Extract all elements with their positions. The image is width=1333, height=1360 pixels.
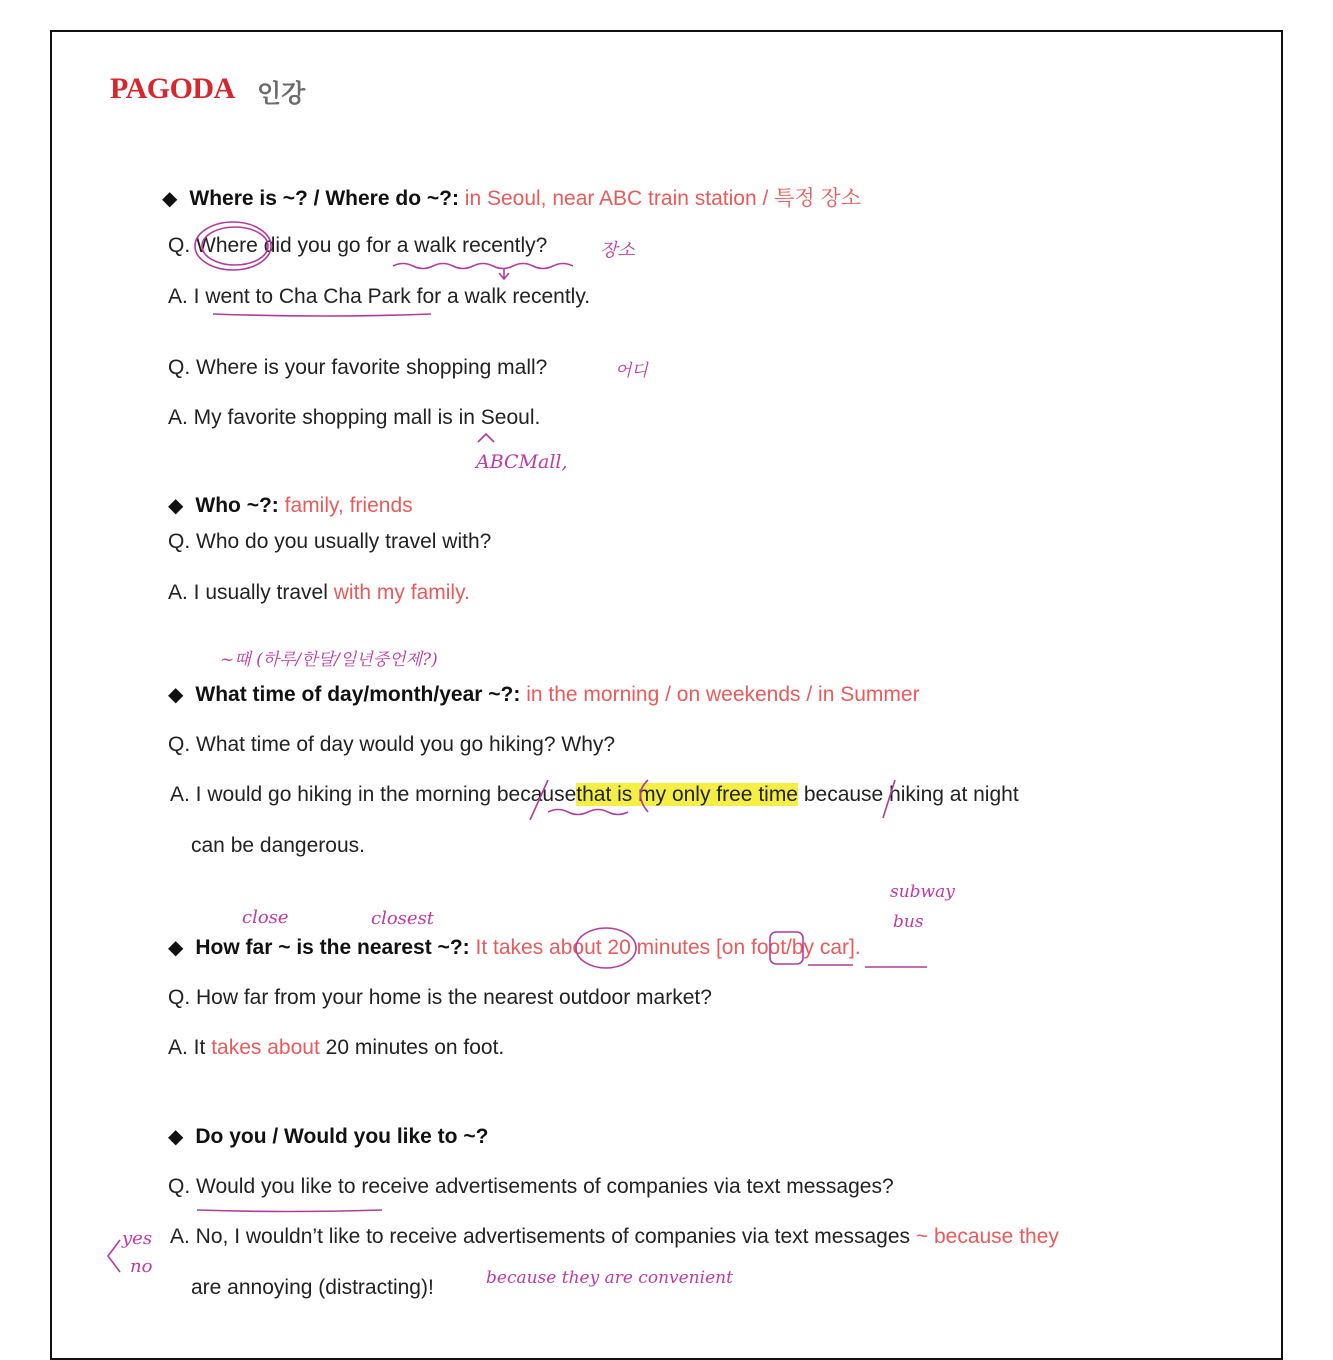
- diamond-bullet-icon: ◆: [168, 684, 184, 706]
- question: Q. Where is your favorite shopping mall?: [168, 356, 548, 379]
- answer-continued: can be dangerous.: [191, 834, 365, 857]
- answer: A. I went to Cha Cha Park for a walk recently.: [168, 285, 591, 308]
- section-header-how-far: ◆ How far ~ is the nearest ~?: It takes about 20 minutes [on foot/by car].: [168, 936, 861, 959]
- answer-continued: are annoying (distracting)!: [191, 1276, 434, 1299]
- question: Q. Would you like to receive advertisements of companies via text messages?: [168, 1175, 894, 1198]
- handwriting-yes: yes: [122, 1228, 153, 1249]
- handwriting-convenient: because they are convenient: [486, 1268, 733, 1288]
- section-header-who: ◆ Who ~?: family, friends: [168, 494, 413, 517]
- brand-logo: PAGODA: [110, 72, 235, 105]
- handwriting-no: no: [130, 1256, 153, 1277]
- diamond-bullet-icon: ◆: [162, 188, 178, 210]
- answer: A. I usually travel with my family.: [168, 581, 470, 604]
- handwriting-eodi: 어디: [615, 361, 648, 381]
- question: Q. Where did you go for a walk recently?: [168, 234, 548, 257]
- section-header-would-you: ◆ Do you / Would you like to ~?: [168, 1125, 489, 1148]
- handwriting-close: close: [242, 907, 289, 928]
- question: Q. What time of day would you go hiking? Why?: [168, 733, 616, 756]
- question: Q. How far from your home is the nearest outdoor market?: [168, 986, 712, 1009]
- question: Q. Who do you usually travel with?: [168, 530, 492, 553]
- answer: A. My favorite shopping mall is in Seoul.: [168, 406, 541, 429]
- diamond-bullet-icon: ◆: [168, 1126, 184, 1148]
- brand-sub: 인강: [257, 79, 306, 108]
- answer: A. No, I wouldn’t like to receive advertisements of companies via text messages ~ because they: [170, 1225, 1059, 1248]
- diamond-bullet-icon: ◆: [168, 495, 184, 517]
- diamond-bullet-icon: ◆: [168, 937, 184, 959]
- handwriting-subway: subway: [890, 882, 955, 902]
- section-header-where: ◆ Where is ~? / Where do ~?: in Seoul, near ABC train station / 특정 장소: [162, 187, 862, 210]
- handwriting-ttae: ~때 (하루/한달/일년중언제?): [220, 650, 438, 670]
- answer: A. It takes about 20 minutes on foot.: [168, 1036, 505, 1059]
- handwriting-bus: bus: [893, 912, 924, 932]
- handwriting-jangso: 장소: [600, 240, 635, 261]
- handwriting-closest: closest: [371, 908, 435, 929]
- section-header-what-time: ◆ What time of day/month/year ~?: in the morning / on weekends / in Summer: [168, 683, 920, 706]
- handwriting-abc-mall: ABCMall,: [476, 451, 568, 473]
- answer: A. I would go hiking in the morning becausethat is my only free time because hiking at night: [170, 783, 1019, 806]
- highlighted-text: that is my only free time: [576, 783, 798, 806]
